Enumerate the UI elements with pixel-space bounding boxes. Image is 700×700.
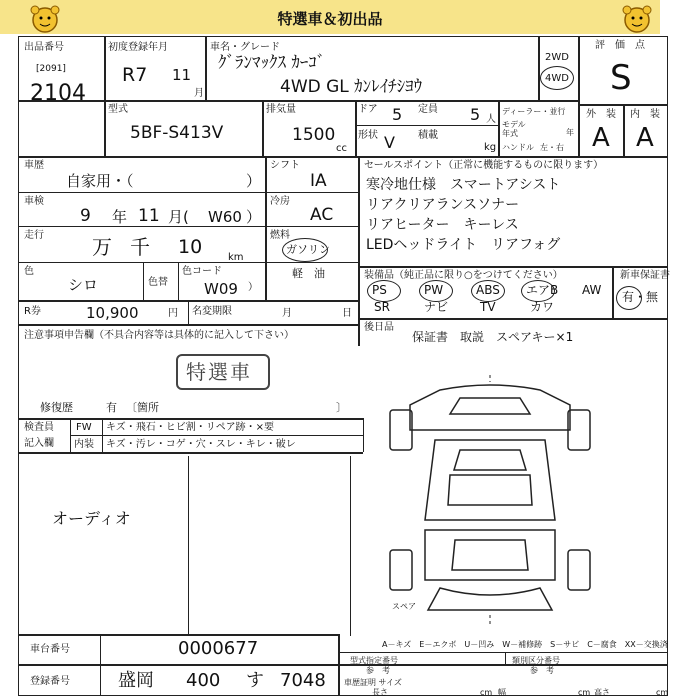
size-label: 車歴証明 サイズ xyxy=(344,678,402,687)
divider xyxy=(358,318,668,320)
divider xyxy=(18,156,668,158)
check-row1-head: FW xyxy=(76,422,92,433)
equipment-item: ABS xyxy=(476,283,500,297)
divider xyxy=(338,652,668,653)
after-label: 後日品 xyxy=(364,322,394,333)
equipment-item: PW xyxy=(424,283,444,297)
divider xyxy=(338,634,340,696)
divider xyxy=(18,664,668,666)
plate-number: 7048 xyxy=(280,670,326,691)
divider xyxy=(578,36,580,156)
divider xyxy=(18,262,358,263)
ext-score: A xyxy=(592,123,610,153)
length-label: 長さ xyxy=(372,688,388,697)
divider xyxy=(18,324,358,326)
inspection-month-unit: 月( xyxy=(168,208,189,226)
doors-value: 5 xyxy=(392,105,403,124)
fuel-diesel: 軽 油 xyxy=(292,267,325,280)
doors-label: ドア xyxy=(358,104,378,115)
history-value: 自家用・（ xyxy=(66,172,134,190)
dealer-label: ディーラー・並行 xyxy=(502,107,566,116)
inspection-extra: W60 xyxy=(208,208,242,226)
disp-unit: cc xyxy=(336,143,347,154)
divider xyxy=(612,266,614,318)
divider xyxy=(355,100,357,156)
repair-close: 〕 xyxy=(336,401,347,414)
divider xyxy=(363,418,364,452)
inspection-year-unit: 年 xyxy=(112,208,128,226)
plate-label: 登録番号 xyxy=(30,676,70,687)
class-code-label: 類別区分番号 xyxy=(512,656,560,665)
banner xyxy=(0,0,660,34)
width-unit: cm xyxy=(578,688,591,697)
lot-label: 出品番号 xyxy=(24,42,64,53)
recycle-label: R券 xyxy=(24,306,41,317)
repair-label: 修復歴 xyxy=(40,401,73,414)
first-reg-label: 初度登録年月 xyxy=(108,42,168,53)
warranty-value: 有・無 xyxy=(622,290,659,304)
divider xyxy=(178,262,179,300)
chassis-value: 0000677 xyxy=(178,638,259,659)
car-damage-diagram xyxy=(380,370,600,630)
divider xyxy=(18,226,358,227)
model-value: 5BF-S413V xyxy=(130,123,224,143)
handwritten-note: オーディオ xyxy=(52,509,131,528)
change-month-unit: 月 xyxy=(282,308,292,319)
shape-value: V xyxy=(384,133,395,152)
shape-label: 形状 xyxy=(358,130,378,141)
equipment-circle xyxy=(367,280,401,302)
divider xyxy=(188,300,189,324)
divider xyxy=(262,100,264,156)
repair-value: 有 xyxy=(106,401,117,414)
equipment-item: TV xyxy=(480,300,496,314)
type-code-label: 型式指定番号 xyxy=(350,656,398,665)
stamp-text: 特選車 xyxy=(186,360,252,384)
int-score: A xyxy=(636,123,654,153)
check-row2: キズ・汚レ・コゲ・穴・スレ・キレ・破レ xyxy=(106,439,296,450)
selling-point-line: リアクリアランスソナー xyxy=(366,197,520,213)
seats-value: 5 xyxy=(470,105,481,124)
first-reg-month-unit: 月 xyxy=(194,88,204,99)
shift-label: シフト xyxy=(270,160,300,171)
banner-title: 特選車＆初出品 xyxy=(277,10,383,28)
change-day-unit: 日 xyxy=(342,308,352,319)
divider xyxy=(70,418,71,452)
recycle-value: 10,900 xyxy=(86,304,139,322)
divider xyxy=(18,452,363,454)
ac-value: AC xyxy=(310,205,334,225)
seats-label: 定員 xyxy=(418,104,438,115)
equipment-item: カワ xyxy=(530,300,555,314)
ac-label: 冷房 xyxy=(270,196,290,207)
height-unit: cm xyxy=(656,688,669,697)
inspection-month: 11 xyxy=(138,206,160,226)
model-label: 型式 xyxy=(108,104,128,115)
shift-value: IA xyxy=(310,171,327,191)
color-code-close: ） xyxy=(248,282,258,293)
lot-number: 2104 xyxy=(30,81,86,106)
check-label-2: 記入欄 xyxy=(24,438,54,449)
name-grade-label: 車名・グレード xyxy=(210,42,280,53)
disp-value: 1500 xyxy=(292,125,336,145)
history-close: ） xyxy=(246,172,262,190)
mileage-sen: 千 xyxy=(130,235,150,259)
mileage-label: 走行 xyxy=(24,230,44,241)
height-label: 高さ xyxy=(594,688,610,697)
change-deadline-label: 名変期限 xyxy=(192,306,232,317)
length-unit: cm xyxy=(480,688,493,697)
mileage-value: 10 xyxy=(178,236,203,258)
divider xyxy=(505,652,506,664)
recycle-unit: 円 xyxy=(168,308,178,319)
warranty-label: 新車保証書 xyxy=(620,270,670,281)
equipment-item: AW xyxy=(582,283,602,297)
after-value: 保証書 取説 スペアキー×1 xyxy=(412,330,574,344)
plate-kana: す xyxy=(246,670,264,691)
divider xyxy=(538,36,540,100)
lot-sub: [2091] xyxy=(36,64,66,74)
divider xyxy=(18,634,338,636)
equipment-item: エアB xyxy=(526,283,559,297)
selling-point-line: リアヒーター キーレス xyxy=(366,217,519,233)
equipment-circle xyxy=(521,280,555,302)
car-grade: 4WD GL ｶﾝﾚｲﾁｼﾖｳ xyxy=(280,77,423,97)
fuel-label: 燃料 xyxy=(270,230,290,241)
divider xyxy=(70,435,363,436)
ref-label-2: 参 考 xyxy=(530,666,554,675)
check-label-1: 検査員 xyxy=(24,422,54,433)
chassis-label: 車台番号 xyxy=(30,644,70,655)
load-unit: kg xyxy=(484,142,497,153)
handle-value: 左・右 xyxy=(540,143,564,152)
damage-legend: A－キズ E－エクボ U－凹み W－補修跡 S－サビ C－腐食 XX－交換済 xyxy=(382,640,668,649)
year-unit: 年 xyxy=(566,128,574,137)
fuel-gas: ガソリン xyxy=(286,243,330,256)
eval-score: S xyxy=(610,58,632,98)
color-label: 色 xyxy=(24,266,34,277)
selling-points-label: セールスポイント（正常に機能するものに限ります） xyxy=(364,160,604,171)
seats-unit: 人 xyxy=(486,114,496,125)
mileage-unit: km xyxy=(228,252,244,263)
ref-label: 参 考 xyxy=(366,666,390,675)
divider xyxy=(623,104,625,156)
equipment-item: PS xyxy=(372,283,387,297)
inspection-label: 車検 xyxy=(24,196,44,207)
inspection-year: 9 xyxy=(80,206,91,226)
first-reg-month: 11 xyxy=(172,66,192,84)
divider xyxy=(498,100,500,156)
history-label: 車歴 xyxy=(24,160,44,171)
divider xyxy=(265,156,267,300)
divider xyxy=(18,100,578,102)
divider xyxy=(350,456,351,636)
equipment-circle xyxy=(471,280,505,302)
repair-suffix: 〔箇所 xyxy=(126,401,159,414)
color-code-label: 色コード xyxy=(182,266,222,277)
plate-area: 盛岡 xyxy=(118,670,154,691)
selling-point-line: LEDヘッドライト リアフォグ xyxy=(366,237,561,253)
divider xyxy=(358,266,668,268)
divider xyxy=(102,418,103,452)
load-label: 積載 xyxy=(418,130,438,141)
mascot-right-icon xyxy=(620,4,654,34)
color-code-value: W09 xyxy=(204,280,238,298)
selling-point-line: 寒冷地仕様 スマートアシスト xyxy=(366,177,561,193)
int-label: 内 装 xyxy=(630,109,660,120)
check-row1: キズ・飛石・ヒビ割・リペア跡・×要 xyxy=(106,422,274,433)
drive-label: 2WD xyxy=(545,52,569,63)
divider xyxy=(18,192,358,193)
spare-label: スペア xyxy=(392,602,416,611)
color-swap-label: 色替 xyxy=(148,277,168,288)
model-year-label: モデル年式 xyxy=(502,120,526,138)
inspection-close: ） xyxy=(246,208,262,226)
plate-class: 400 xyxy=(186,670,221,691)
first-reg-era: R7 xyxy=(122,64,148,86)
check-row2-head: 内装 xyxy=(74,439,94,450)
divider xyxy=(188,456,189,636)
drive-value: 4WD xyxy=(545,73,569,84)
divider xyxy=(104,36,106,156)
mascot-left-icon xyxy=(28,4,62,34)
equipment-item: SR xyxy=(374,300,390,314)
divider xyxy=(100,634,101,696)
equipment-label: 装備品（純正品に限り○をつけてください） xyxy=(364,270,563,281)
color-value: シロ xyxy=(68,276,99,294)
divider xyxy=(143,262,144,300)
ext-label: 外 装 xyxy=(586,109,616,120)
equipment-circle xyxy=(419,280,453,302)
car-name: ｸﾞﾗﾝﾏｯｸｽ ｶｰｺﾞ xyxy=(218,53,326,73)
disp-label: 排気量 xyxy=(266,104,296,115)
width-label: 幅 xyxy=(498,688,506,697)
notes-label: 注意事項申告欄（不具合内容等は具体的に記入して下さい） xyxy=(24,330,294,341)
handle-label: ハンドル xyxy=(502,143,534,152)
equipment-item: ナビ xyxy=(424,300,449,314)
mileage-man: 万 xyxy=(92,235,112,259)
eval-label: 評 価 点 xyxy=(595,40,645,51)
divider xyxy=(205,36,207,100)
